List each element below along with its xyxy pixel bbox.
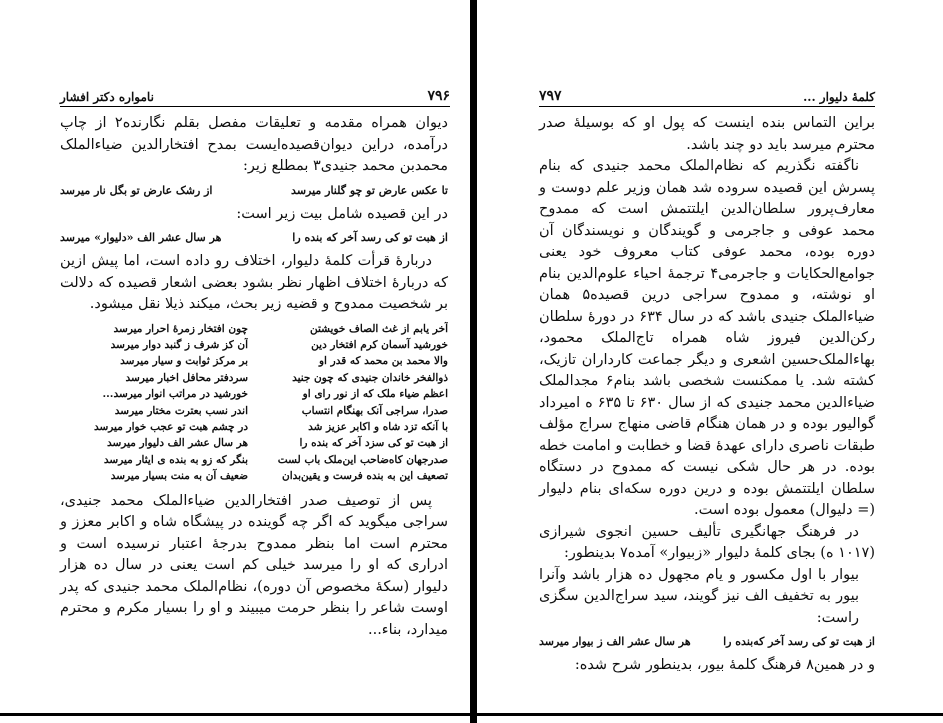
right-para-5: و در همین۸ فرهنگ کلمهٔ بیور، بدینطور شرح شده: <box>574 657 875 673</box>
right-verse-1-hemistich-b: هر سال عشر الف ز بیوار میرسد <box>539 635 691 648</box>
left-line-2: در این قصیده شامل بیت زیر است: <box>236 205 448 222</box>
poem-line: چون افتخار زمرهٔ احرار میرسد <box>113 322 248 335</box>
poem-line: از هبت تو کی سزد آخر که بنده را <box>299 437 448 450</box>
left-header-rule <box>60 106 450 107</box>
right-verse-1 <box>539 633 875 651</box>
left-page-body <box>60 113 448 641</box>
poem-line: هر سال عشر الف دلیوار میرسد <box>107 437 248 450</box>
left-page <box>0 0 470 723</box>
right-running-title: کلمهٔ دلیوار ... <box>803 90 875 104</box>
left-page-number: ۷۹۶ <box>427 88 450 104</box>
right-verse-1-hemistich-a: از هبت تو کی رسد آخر که‌بنده را <box>723 635 875 648</box>
right-para-2: ناگفته نگذریم که نظام‌الملک محمد جنیدی که بنام پسرش این قصیده سروده شد همان وزیر علم دوست و معارف‌پرور سلطان‌الدین ایلتتمش است که ممدوح محمد عوفی و جاجرمی و گویندگان و نویسندگان آن دوره بوده، محمد عوفی کتاب معروف خود یعنی جوامع‌الحکایات و جاجرمی۴ ترجمهٔ احیاء علوم‌الدین بنام او نوشته، و ممدوح سراجی درین قصیده۵ همان ضیاءالملک جنیدی باشد که در سال ۶۳۴ در دورهٔ سلطان رکن‌الدین فیروز شاه همراه تاج‌الملک محمود، بهاءالملک‌حسین اشعری و دیگر جماعت کارداران تازیک، کشته شد. یا ممکنست شخصی باشد بنام۶ مجدالملک ضیاءالدین محمد جنیدی که از سال ۶۳۰ تا ۶۳۵ ه امیرداد گوالیور بوده و در همان هنگام قاضی منهاج سراج مؤلف طبقات ناصری دارای عهدهٔ قضا و خطابت و امامت خطه بوده. در هر حال شکی نیست که ممدوح در دستگاه سلطان ایلتتمش بوده و درین دوره سکه‌ای بنام دلیوار (= دلیوال) معمول بوده است. <box>539 158 875 518</box>
left-para-3: دربارهٔ قرأت کلمهٔ دلیوار، اختلاف رو داده است، اما پیش ازین که دربارهٔ اختلاف اظهار نظر بشود بعضی اشعار قصیده که دلالت بر شخصیت ممدوح و قضیه زیر بحث، میکند ذیلا نقل میشود. <box>60 253 448 312</box>
poem-line: والا محمد بن محمد که قدر او <box>318 355 448 368</box>
poem-line: صدرجهان کاه‌ضاحب این‌ملک باب لست <box>277 453 448 466</box>
left-verse-2-hemistich-b: هر سال عشر الف «دلیوار» میرسد <box>60 231 222 244</box>
left-verse-2-hemistich-a: از هبت تو کی رسد آخر که بنده را <box>292 231 448 244</box>
right-page-header <box>539 86 875 104</box>
poem-line: خورشید آسمان کرم افتخار دین <box>311 338 448 351</box>
poem-line: اعظم ضیاء ملک که از نور رای او <box>302 388 448 401</box>
poem-line: با آنکه تزد شاه و اکابر عزیز شد <box>308 420 448 433</box>
poem-line: صدرا، سراجی آنک بهنگام انتساب <box>301 404 448 417</box>
poem-line: سردفتر محافل اخبار میرسد <box>125 371 248 384</box>
left-verse-1 <box>60 182 448 200</box>
right-para-3: در فرهنگ جهانگیری تألیف حسین انجوی شیرازی (۱۰۱۷ ه) بجای کلمهٔ دلیوار «زبیوار» آمده۷ بدینطور: <box>539 523 875 561</box>
left-verse-1-hemistich-b: از رشک عارض تو بگل نار میرسد <box>60 183 213 197</box>
left-para-4: پس از توصیف صدر افتخارالدین ضیاءالملک محمد جنیدی، سراجی میگوید که اگر چه گوینده در پیشگاه شاه و اکابر معزز و محترم است اما بنظر ممدوح بدرجهٔ اعتبار نرسیده است و ادراری که او را میرسد خیلی کم است یعنی در سال ده هزار دلیوار (سکهٔ مخصوص آن دوره)، نظام‌الملک محمد جنیدی که پدر اوست شاعر را بنظر حرمت میبیند و او را بسیار مکرم و محترم میدارد، بناء... <box>60 492 448 638</box>
poem-line: ذوالفخر خاندان جنیدی که چون جنید <box>292 371 448 384</box>
right-para-1: براین التماس بنده اینست که پول او که بوسیلهٔ صدر محترم میرسد باید دو چند باشد. <box>539 115 875 153</box>
left-page-header <box>60 86 450 104</box>
left-verse-1-hemistich-a: تا عکس عارض تو چو گلنار میرسد <box>291 183 448 197</box>
poem-line: بنگر که زو به بنده ی ایثار میرسد <box>103 453 248 466</box>
right-page <box>477 0 943 723</box>
poem-line: در چشم هبت تو عجب خوار میرسد <box>93 420 248 433</box>
poem-line: تصعیف این به بنده فرست و یقین‌بدان <box>281 470 448 483</box>
poem-line: بر مرکز ثوابت و سیار میرسد <box>120 355 248 368</box>
left-running-title: نامواره دکتر افشار <box>60 90 154 104</box>
page-gutter <box>470 0 477 723</box>
right-page-body <box>539 113 875 677</box>
bottom-border <box>0 713 943 716</box>
poem-line: اندر نسب بعترت مختار میرسد <box>114 404 248 417</box>
poem-line: خورشید در مراتب انوار میرسد... <box>102 388 248 401</box>
poem-line: آخر یابم از غث الصاف خویشتن <box>310 322 448 335</box>
poem-line: ضعیف آن به منت بسیار میرسد <box>110 470 248 483</box>
left-poem <box>60 321 448 485</box>
right-header-rule <box>539 106 875 107</box>
right-page-number: ۷۹۷ <box>539 88 562 104</box>
right-para-4: بیوار با اول مکسور و یام مجهول ده هزار باشد وآنرا بیور به تخفیف الف نیز گویند، سید سراج‌الدین سگزی راست: <box>539 566 859 626</box>
poem-line: آن کز شرف ز گنبد دوار میرسد <box>110 338 248 351</box>
left-verse-2 <box>60 229 448 247</box>
left-para-1: دیوان همراه مقدمه و تعلیقات مفصل بقلم نگارنده۲ از چاپ درآمده، دراین دیوان‌قصیده‌ایست بمدح افتخارالدین ضیاءالملک محمدبن محمد جنیدی۳ بمطلع زیر: <box>60 115 448 174</box>
